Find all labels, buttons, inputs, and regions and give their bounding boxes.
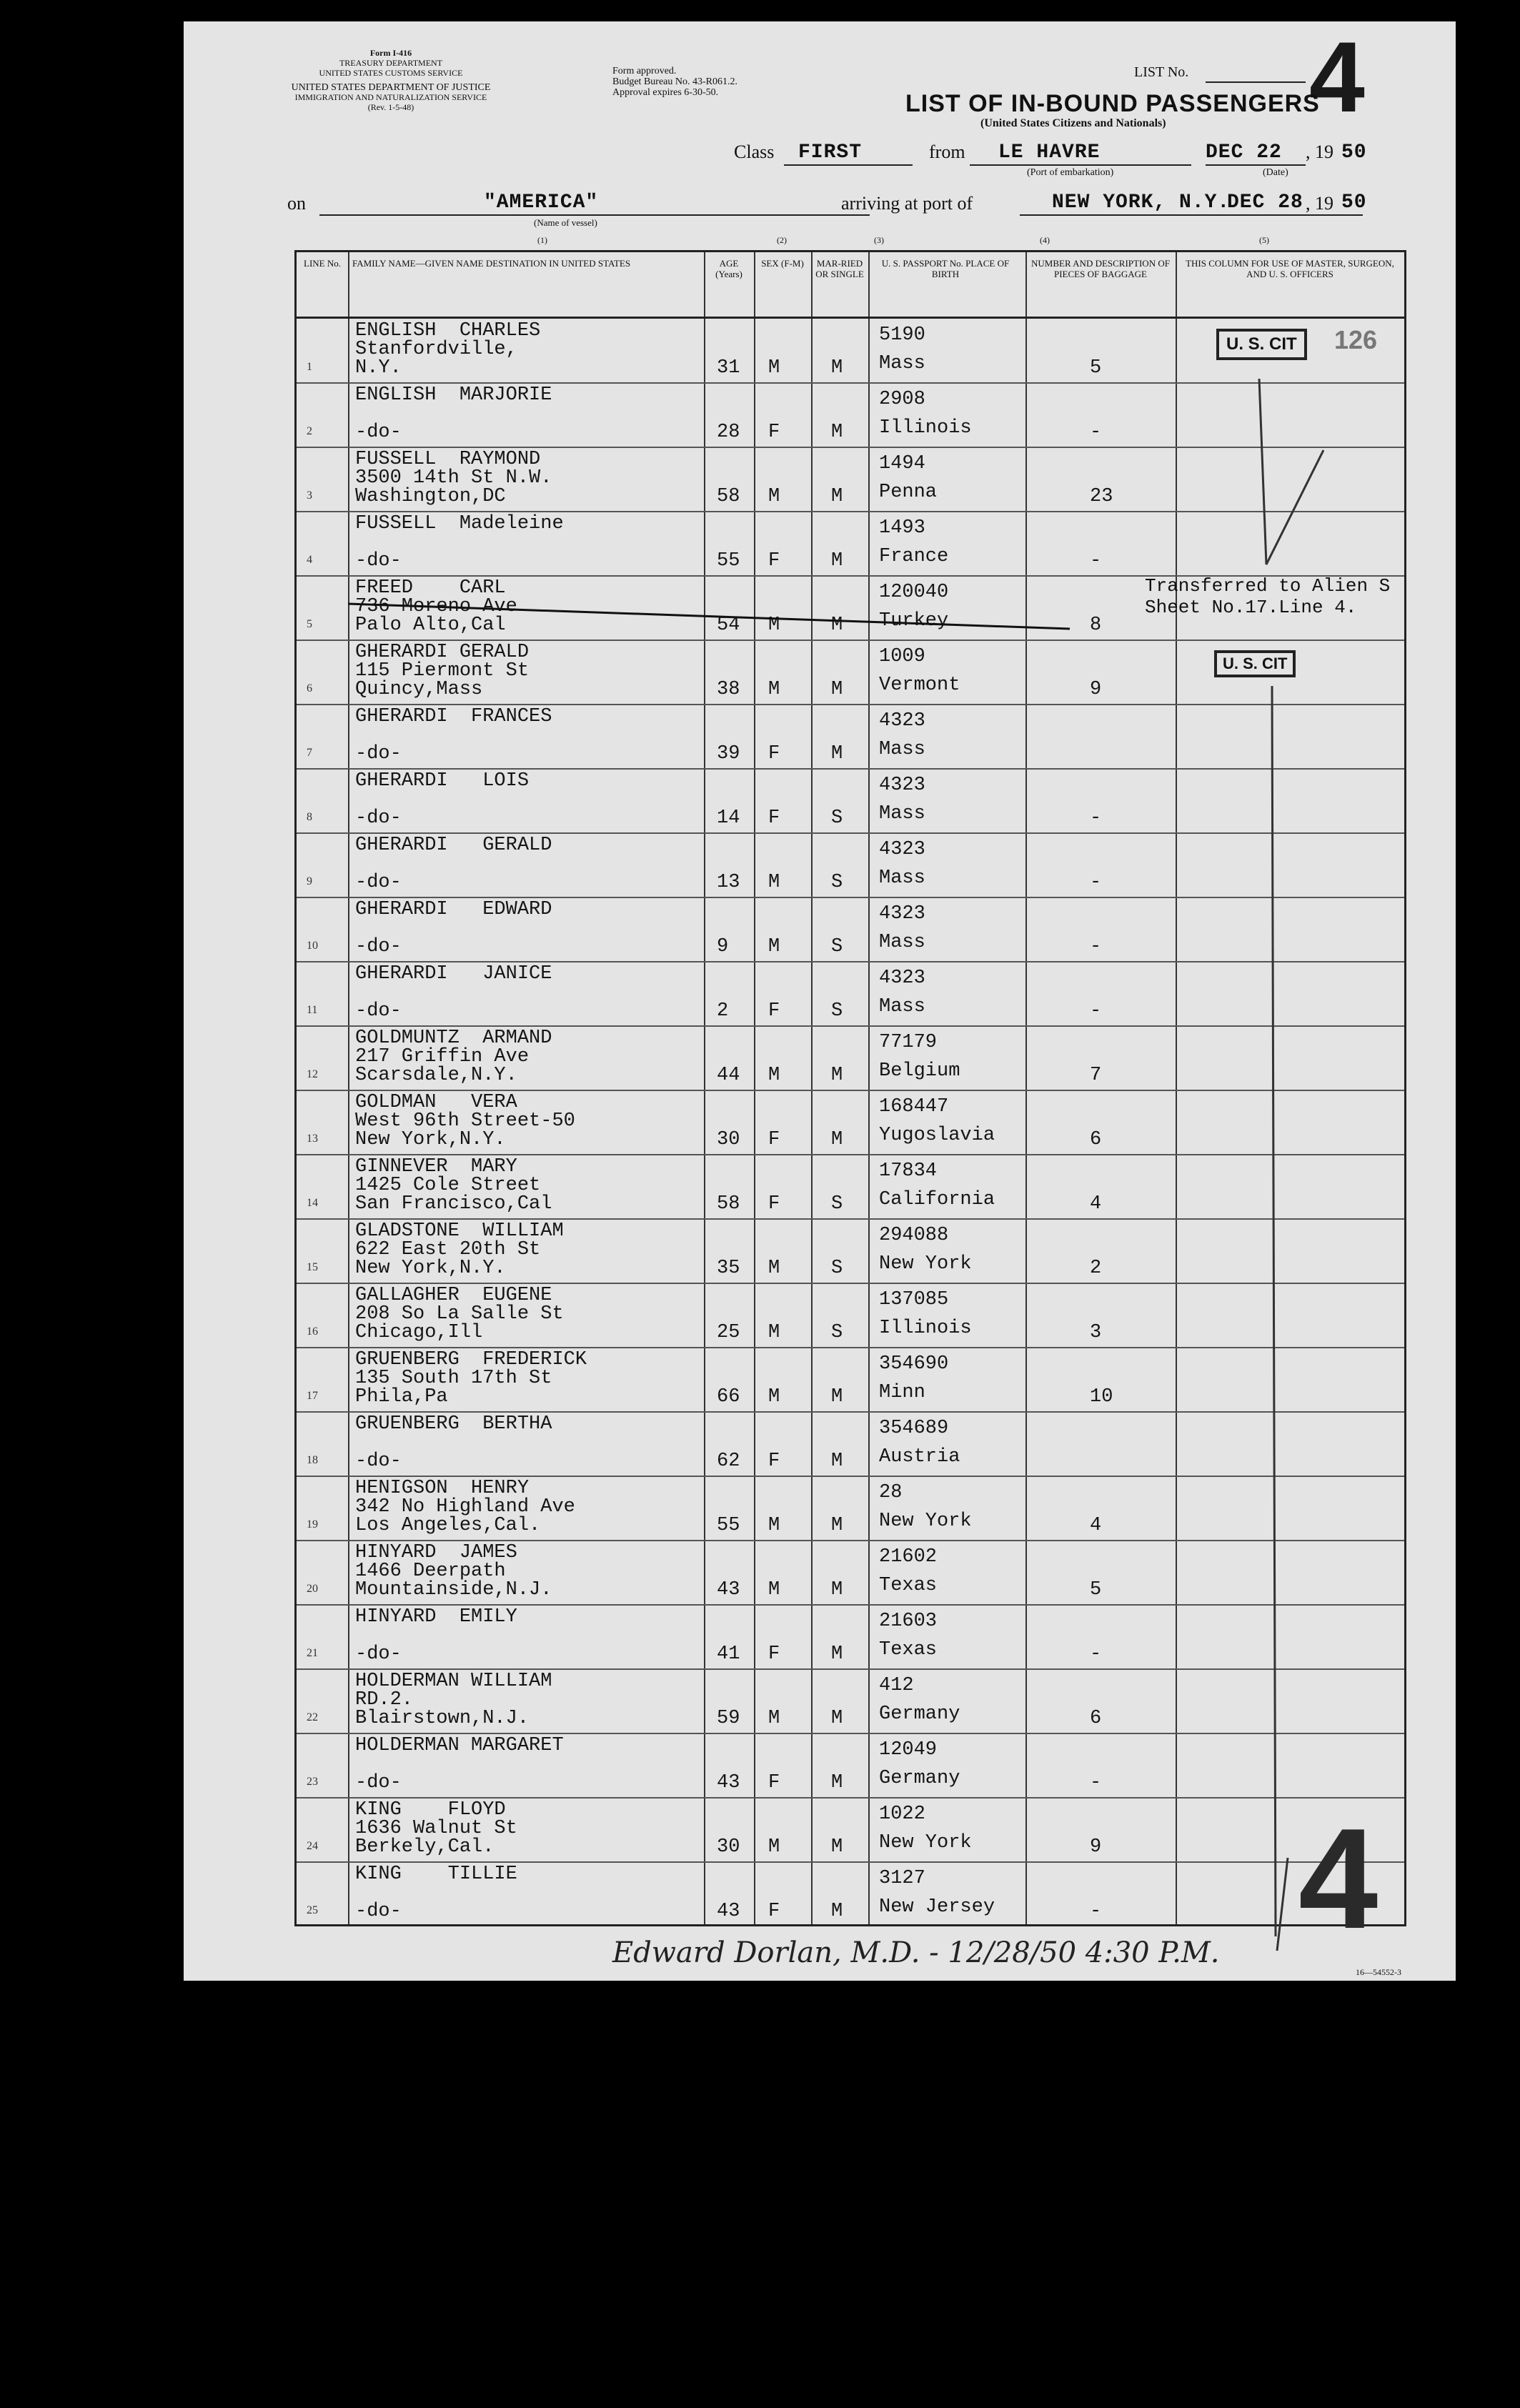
passport-cell: 21603 [879,1611,938,1632]
passport-cell: 120040 [879,582,949,603]
birthplace-cell: Illinois [879,417,972,439]
address-line-2: -do- [355,1901,402,1922]
marital-cell: M [831,679,843,700]
line-no: 2 [307,425,312,437]
list-number: 4 [1309,21,1365,133]
name-cell: GHERARDI JANICE [355,963,552,985]
address-line-2: San Francisco,Cal [355,1193,552,1215]
birthplace-cell: France [879,546,949,567]
address-line-2: -do- [355,743,402,765]
marital-cell: S [831,1193,843,1215]
name-cell: GHERARDI GERALD [355,835,552,856]
address-line-2: -do- [355,807,402,829]
marital-cell: M [831,1901,843,1922]
age-cell: 2 [717,1000,729,1022]
sex-cell: M [768,1386,780,1408]
pencil-stroke [1277,1858,1288,1951]
address-line-2: -do- [355,1643,402,1665]
marital-cell: S [831,807,843,829]
address-line-2: -do- [355,550,402,572]
birthplace-cell: Mass [879,739,925,760]
passport-cell: 4323 [879,775,925,796]
marital-cell: S [831,1258,843,1279]
address-line-2: Mountainside,N.J. [355,1579,552,1601]
footer-code: 16—54552-3 [1356,1967,1401,1977]
age-cell: 35 [717,1258,740,1279]
age-cell: 55 [717,550,740,572]
baggage-cell: 10 [1090,1386,1113,1408]
birthplace-cell: Germany [879,1768,960,1789]
baggage-cell: - [1090,1772,1102,1793]
baggage-cell: 6 [1090,1708,1102,1729]
birthplace-cell: Turkey [879,610,949,632]
passport-cell: 1494 [879,453,925,474]
baggage-cell: 4 [1090,1515,1102,1536]
line-no: 8 [307,811,312,823]
address-line-1: RD.2. [355,1689,414,1711]
manifest-page [184,21,1456,1981]
line-no: 25 [307,1904,318,1916]
sex-cell: F [768,807,780,829]
approval-line-3: Approval expires 6-30-50. [612,87,719,98]
line-no: 14 [307,1197,318,1209]
baggage-cell: 23 [1090,486,1113,507]
baggage-cell: - [1090,422,1102,443]
line-no: 19 [307,1518,318,1531]
justice-dept: UNITED STATES DEPARTMENT OF JUSTICE [291,82,491,93]
name-cell: HENIGSON HENRY [355,1478,530,1499]
address-line-1: 1466 Deerpath [355,1561,506,1582]
address-line-1: 736 Moreno Ave [355,596,517,617]
birthplace-cell: Yugoslavia [879,1125,995,1146]
baggage-cell: 4 [1090,1193,1102,1215]
sex-cell: F [768,1772,780,1793]
line-no: 11 [307,1004,318,1016]
line-no: 15 [307,1261,318,1273]
passport-cell: 168447 [879,1096,949,1118]
sex-cell: F [768,1451,780,1472]
check-mark [1259,379,1323,564]
address-line-2: -do- [355,1772,402,1793]
birthplace-cell: Mass [879,803,925,825]
address-line-2: Palo Alto,Cal [355,615,506,636]
form-subtitle: (United States Citizens and Nationals) [980,117,1166,129]
name-cell: GOLDMAN VERA [355,1092,517,1113]
address-line-1: 342 No Highland Ave [355,1496,575,1518]
birthplace-cell: New York [879,1511,972,1532]
passport-cell: 4323 [879,839,925,860]
sex-cell: F [768,1643,780,1665]
passport-cell: 12049 [879,1739,938,1761]
address-line-1: 3500 14th St N.W. [355,467,552,489]
address-line-1: Stanfordville, [355,339,517,360]
stamp-text: U. S. CIT [1226,334,1297,354]
marital-cell: M [831,486,843,507]
address-line-2: -do- [355,936,402,957]
birthplace-cell: Germany [879,1703,960,1725]
name-cell: KING TILLIE [355,1864,517,1885]
address-line-1: 1636 Walnut St [355,1818,517,1839]
list-no-label: LIST No. [1134,64,1189,80]
passport-cell: 17834 [879,1160,938,1182]
name-cell: HOLDERMAN WILLIAM [355,1671,552,1692]
name-cell: KING FLOYD [355,1799,506,1821]
on-label: on [287,193,306,214]
name-cell: ENGLISH MARJORIE [355,384,552,406]
col-married: MAR-RIED OR SINGLE [815,258,864,279]
line-no: 22 [307,1711,318,1723]
age-cell: 30 [717,1129,740,1150]
address-line-2: Chicago,Ill [355,1322,483,1343]
strike-through-line [348,604,1070,632]
marital-cell: M [831,1643,843,1665]
marital-cell: M [831,743,843,765]
birthplace-cell: Texas [879,1639,938,1661]
baggage-cell: 5 [1090,1579,1102,1601]
passport-cell: 354690 [879,1353,949,1375]
sex-cell: F [768,550,780,572]
sex-cell: F [768,1901,780,1922]
age-cell: 30 [717,1836,740,1858]
sex-cell: M [768,1322,780,1343]
approval-line-1: Form approved. [612,66,677,76]
arrival-port: NEW YORK, N.Y. [1052,191,1231,214]
age-cell: 9 [717,936,729,957]
line-no: 13 [307,1133,318,1145]
ins-service: IMMIGRATION AND NATURALIZATION SERVICE [294,92,487,102]
passport-cell: 77179 [879,1032,938,1053]
baggage-cell: 3 [1090,1322,1102,1343]
arriving-label: arriving at port of [841,193,973,214]
baggage-cell: 8 [1090,615,1102,636]
sex-cell: M [768,1065,780,1086]
arrival-year: 50 [1341,191,1367,214]
arrival-date: DEC 28 [1227,191,1303,214]
address-line-2: Phila,Pa [355,1386,448,1408]
line-no: 12 [307,1068,318,1080]
baggage-cell: 9 [1090,679,1102,700]
year-prefix: , 19 [1306,141,1333,162]
arrival-year-prefix: , 19 [1306,193,1333,214]
baggage-cell: - [1090,1901,1102,1922]
sex-cell: F [768,422,780,443]
address-line-2: -do- [355,1451,402,1472]
marital-cell: S [831,872,843,893]
address-line-2: New York,N.Y. [355,1129,506,1150]
sex-cell: M [768,486,780,507]
name-cell: FUSSELL RAYMOND [355,449,541,470]
line-no: 21 [307,1647,318,1659]
col-passport: U. S. PASSPORT No. PLACE OF BIRTH [881,258,1010,279]
name-cell: GRUENBERG BERTHA [355,1413,552,1435]
baggage-cell: 7 [1090,1065,1102,1086]
baggage-cell: - [1090,1643,1102,1665]
marital-cell: M [831,1772,843,1793]
sex-cell: M [768,1708,780,1729]
column-number-1: (1) [537,235,547,245]
marital-cell: S [831,1000,843,1022]
age-cell: 59 [717,1708,740,1729]
name-cell: GALLAGHER EUGENE [355,1285,552,1306]
col-line-no: LINE No. [304,258,341,269]
column-number-2: (2) [777,235,787,245]
name-cell: GRUENBERG FREDERICK [355,1349,587,1370]
age-cell: 28 [717,422,740,443]
marital-cell: M [831,615,843,636]
passport-cell: 1022 [879,1803,925,1825]
col-age: AGE (Years) [715,258,742,279]
passport-cell: 137085 [879,1289,949,1310]
birthplace-cell: New York [879,1832,972,1854]
column-number-5: (5) [1259,235,1269,245]
sex-cell: F [768,1129,780,1150]
officer-signature: Edward Dorlan, M.D. - 12/28/50 4:30 P.M. [612,1936,1220,1969]
name-cell: GHERARDI FRANCES [355,706,552,727]
passport-cell: 294088 [879,1225,949,1246]
line-no: 23 [307,1776,318,1788]
sex-cell: M [768,936,780,957]
class-value: FIRST [798,141,863,164]
line-no: 1 [307,361,312,373]
from-label: from [929,141,965,162]
vessel-name: "AMERICA" [484,191,599,214]
address-line-2: N.Y. [355,357,402,379]
address-line-2: Scarsdale,N.Y. [355,1065,517,1086]
age-cell: 14 [717,807,740,829]
age-cell: 38 [717,679,740,700]
age-cell: 58 [717,1193,740,1215]
sex-cell: M [768,1836,780,1858]
address-line-2: Quincy,Mass [355,679,483,700]
address-line-2: -do- [355,872,402,893]
baggage-cell: - [1090,872,1102,893]
age-cell: 55 [717,1515,740,1536]
line-no: 18 [307,1454,318,1466]
class-label: Class [734,141,775,162]
baggage-cell: - [1090,936,1102,957]
approval-line-2: Budget Bureau No. 43-R061.2. [612,76,737,87]
baggage-cell: - [1090,550,1102,572]
birthplace-cell: Mass [879,932,925,953]
line-no: 7 [307,747,312,759]
baggage-cell: - [1090,1000,1102,1022]
age-cell: 43 [717,1772,740,1793]
marital-cell: M [831,357,843,379]
line-no: 9 [307,875,312,887]
address-line-1: 622 East 20th St [355,1239,541,1260]
name-cell: HINYARD JAMES [355,1542,517,1563]
marital-cell: M [831,1708,843,1729]
sex-cell: F [768,743,780,765]
revision: (Rev. 1-5-48) [367,102,414,112]
depart-date: DEC 22 [1206,141,1282,164]
address-line-2: -do- [355,422,402,443]
passport-cell: 5190 [879,324,925,346]
name-cell: GHERARDI GERALD [355,642,530,663]
address-line-2: -do- [355,1000,402,1022]
marital-cell: M [831,1065,843,1086]
column-number-4: (4) [1040,235,1050,245]
name-cell: HINYARD EMILY [355,1606,517,1628]
marital-cell: M [831,1836,843,1858]
birthplace-cell: Belgium [879,1060,960,1082]
name-cell: HOLDERMAN MARGARET [355,1735,564,1756]
form-number: Form I-416 [369,48,412,58]
marital-cell: M [831,1129,843,1150]
line-no: 10 [307,940,318,952]
marital-cell: M [831,550,843,572]
age-cell: 43 [717,1579,740,1601]
line-no: 20 [307,1583,318,1595]
line-no: 24 [307,1840,318,1852]
passport-cell: 21602 [879,1546,938,1568]
col-officers: THIS COLUMN FOR USE OF MASTER, SURGEON, AND U. S. OFFICERS [1186,258,1394,279]
name-cell: GINNEVER MARY [355,1156,517,1178]
age-cell: 41 [717,1643,740,1665]
name-cell: GLADSTONE WILLIAM [355,1220,564,1242]
passport-cell: 2908 [879,389,925,410]
stamp-number: 126 [1334,325,1378,354]
line-no: 16 [307,1325,318,1338]
birthplace-cell: New York [879,1253,972,1275]
birthplace-cell: Minn [879,1382,925,1403]
large-list-number: 4 [1298,1799,1379,1959]
birthplace-cell: California [879,1189,995,1210]
name-cell: GOLDMUNTZ ARMAND [355,1028,552,1049]
marital-cell: S [831,936,843,957]
baggage-cell: - [1090,807,1102,829]
sex-cell: M [768,679,780,700]
age-cell: 44 [717,1065,740,1086]
passport-cell: 412 [879,1675,914,1696]
birthplace-cell: Vermont [879,675,960,696]
sex-cell: F [768,1000,780,1022]
customs-service: UNITED STATES CUSTOMS SERVICE [319,68,463,78]
vessel-caption: (Name of vessel) [534,217,597,228]
address-line-2: New York,N.Y. [355,1258,506,1279]
column-number-3: (3) [874,235,884,245]
name-cell: GHERARDI EDWARD [355,899,552,920]
birthplace-cell: Texas [879,1575,938,1596]
passport-cell: 3127 [879,1868,925,1889]
address-line-1: 115 Piermont St [355,660,530,682]
sex-cell: F [768,1193,780,1215]
sex-cell: M [768,1258,780,1279]
passport-cell: 4323 [879,967,925,989]
passport-cell: 28 [879,1482,903,1503]
form-title: LIST OF IN-BOUND PASSENGERS [905,90,1320,117]
marital-cell: M [831,1515,843,1536]
marital-cell: S [831,1322,843,1343]
name-cell: GHERARDI LOIS [355,770,530,792]
depart-year: 50 [1341,141,1367,164]
transfer-note-line-1: Transferred to Alien S [1145,575,1391,597]
age-cell: 62 [717,1451,740,1472]
col-baggage: NUMBER AND DESCRIPTION OF PIECES OF BAGGAGE [1031,258,1170,279]
age-cell: 39 [717,743,740,765]
col-name: FAMILY NAME—GIVEN NAME DESTINATION IN UNITED STATES [352,258,631,269]
address-line-2: Blairstown,N.J. [355,1708,530,1729]
marital-cell: M [831,1451,843,1472]
address-line-1: West 96th Street-50 [355,1110,575,1132]
line-no: 5 [307,618,312,630]
line-no: 3 [307,489,312,502]
birthplace-cell: Mass [879,353,925,374]
age-cell: 43 [717,1901,740,1922]
sex-cell: M [768,357,780,379]
birthplace-cell: Mass [879,996,925,1018]
birthplace-cell: New Jersey [879,1896,995,1918]
line-no: 4 [307,554,312,566]
address-line-1: 135 South 17th St [355,1368,552,1389]
age-cell: 31 [717,357,740,379]
stamp-text-2: U. S. CIT [1223,655,1288,672]
name-cell: ENGLISH CHARLES [355,320,541,342]
passport-cell: 4323 [879,903,925,925]
baggage-cell: 5 [1090,357,1102,379]
baggage-cell: 2 [1090,1258,1102,1279]
passport-cell: 1493 [879,517,925,539]
sex-cell: M [768,1515,780,1536]
sex-cell: M [768,872,780,893]
passport-cell: 354689 [879,1418,949,1439]
sex-cell: M [768,1579,780,1601]
line-no: 17 [307,1390,318,1402]
marital-cell: M [831,422,843,443]
pencil-marks [184,21,1456,1981]
line-no: 6 [307,682,312,695]
age-cell: 54 [717,615,740,636]
marital-cell: M [831,1386,843,1408]
address-line-2: Berkely,Cal. [355,1836,495,1858]
birthplace-cell: Illinois [879,1318,972,1339]
birthplace-cell: Penna [879,482,938,503]
date-caption: (Date) [1263,167,1288,178]
birthplace-cell: Austria [879,1446,960,1468]
passport-cell: 4323 [879,710,925,732]
age-cell: 66 [717,1386,740,1408]
vertical-pencil-line [1272,686,1276,1936]
sex-cell: M [768,615,780,636]
age-cell: 25 [717,1322,740,1343]
address-line-2: Washington,DC [355,486,506,507]
address-line-1: 1425 Cole Street [355,1175,541,1196]
baggage-cell: 9 [1090,1836,1102,1858]
baggage-cell: 6 [1090,1129,1102,1150]
name-cell: FREED CARL [355,577,506,599]
marital-cell: M [831,1579,843,1601]
name-cell: FUSSELL Madeleine [355,513,564,534]
address-line-1: 217 Griffin Ave [355,1046,530,1068]
port-embark-caption: (Port of embarkation) [1027,167,1114,178]
address-line-1: 208 So La Salle St [355,1303,564,1325]
from-value: LE HAVRE [998,141,1101,164]
transfer-note-line-2: Sheet No.17.Line 4. [1145,597,1357,618]
passport-cell: 1009 [879,646,925,667]
treasury-dept: TREASURY DEPARTMENT [339,58,443,68]
age-cell: 58 [717,486,740,507]
col-sex: SEX (F-M) [761,258,804,269]
birthplace-cell: Mass [879,867,925,889]
address-line-2: Los Angeles,Cal. [355,1515,541,1536]
age-cell: 13 [717,872,740,893]
